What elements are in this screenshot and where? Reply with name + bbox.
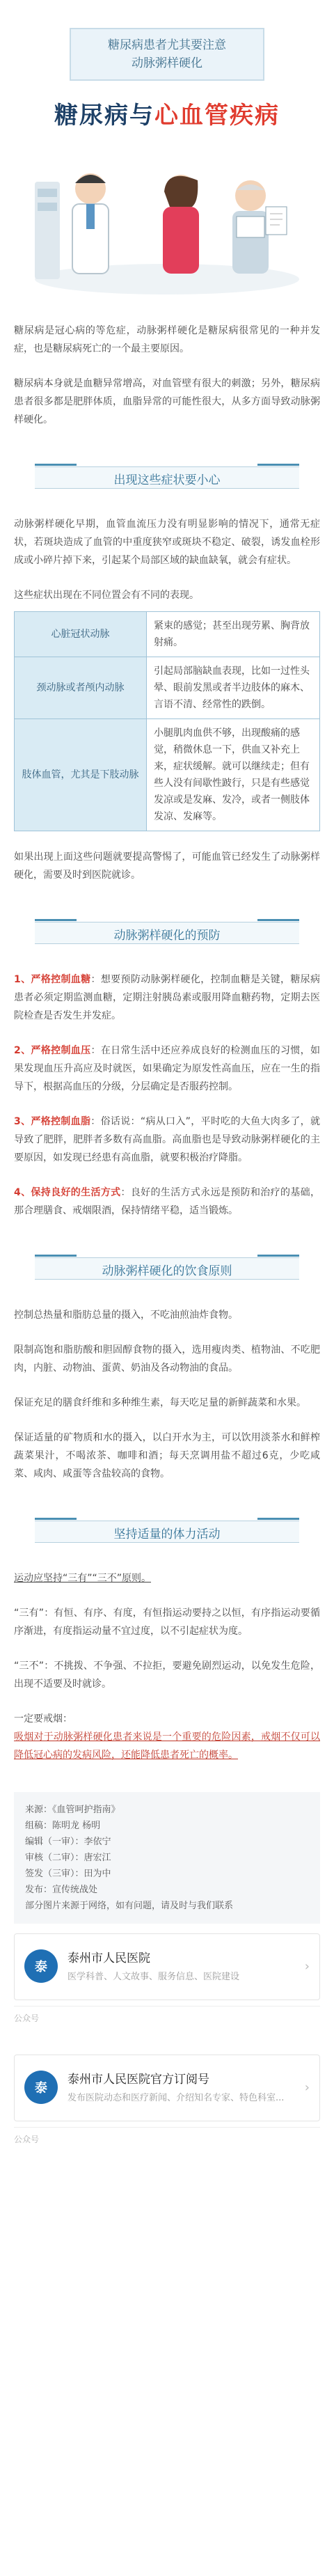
chevron-right-icon: ›	[304, 2080, 310, 2095]
prevention-item-text: ：良好的生活方式永远是预防和治疗的基础，那合理膳食、戒烟限酒，保持情绪平稳，适当锻炼。	[14, 1187, 320, 1216]
account-description: 医学科普、人文故事、服务信息、医院建设	[67, 1972, 240, 1982]
prevention-item-lead: 4、保持良好的生活方式	[14, 1187, 121, 1198]
article-page	[0, 28, 334, 2576]
header-line-1: 糖尿病患者尤其要注意	[108, 38, 226, 52]
section-banner-diet	[35, 1248, 299, 1289]
section-banner-symptoms	[35, 457, 299, 498]
table-row	[15, 612, 320, 657]
hospital-logo-icon: 泰	[24, 2071, 58, 2104]
account-name: 泰州市人民医院官方订阅号	[67, 2073, 209, 2087]
symptom-paragraph-2: 这些症状出现在不同位置会有不同的表现。	[14, 590, 199, 601]
section-banner-prevention	[35, 912, 299, 954]
table-cell-location: 肢体血管，尤其是下肢动脉	[15, 719, 147, 831]
quit-smoking-text: 吸烟对于动脉粥样硬化患者来说是一个重要的危险因素，戒烟不仅可以降低冠心病的发病风险，还能降低患者死亡的概率。	[14, 1731, 320, 1761]
table-cell-location: 心脏冠状动脉	[15, 612, 147, 657]
intro-paragraph-1: 糖尿病是冠心病的等危症，动脉粥样硬化是糖尿病很常见的一种并发症，也是糖尿病死亡的一个最主要原因。	[14, 325, 320, 354]
header-line-2: 动脉粥样硬化	[132, 56, 202, 70]
quit-smoking-paragraph	[14, 1728, 320, 1764]
prevention-item-text: ：俗话说：“病从口入”，平时吃的大鱼大肉多了，就导致了肥胖，肥胖者多数有高血脂。高血脂也是导致动脉粥样硬化的主要原因，如发现已经患有高血脂，就要积极治疗降脂。	[14, 1116, 320, 1163]
section-title: 出现这些症状要小心	[113, 473, 221, 487]
credit-line: 组稿：陈明龙 杨明	[25, 1821, 101, 1831]
diet-paragraph-4: 保证适量的矿物质和水的摄入，以白开水为主，可以饮用淡茶水和鲜榨蔬菜果汁，不喝浓茶、咖啡和酒；每天烹调用盐不超过6克，少吃咸菜、咸肉、咸蛋等含盐较高的食物。	[14, 1432, 320, 1479]
doctor-patient-illustration	[28, 140, 306, 300]
exercise-three-not: “三不”：不挑拨、不争强、不拉拒，要避免剧烈运动，以免发生危险，出现不适要及时就诊。	[14, 1660, 320, 1690]
prevention-item-4	[14, 1184, 320, 1220]
credit-line: 审核（二审）：唐宏江	[25, 1853, 111, 1863]
table-row	[15, 657, 320, 719]
prevention-item-1	[14, 971, 320, 1025]
prevention-item-lead: 2、严格控制血压	[14, 1045, 91, 1056]
account-description: 发布医院动态和医疗新闻、介绍知名专家、特色科室...	[67, 2093, 285, 2103]
hero-title-main: 糖尿病与	[54, 102, 154, 129]
exercise-three-have: “三有”：有恒、有序、有度，有恒指运动要持之以恒，有序指运动要循序渐进，有度指运动量不宜过度，以不引起症状为度。	[14, 1608, 320, 1637]
hero-title-accent: 心血管疾病	[154, 102, 280, 129]
header-title-box	[70, 28, 264, 81]
hospital-logo-icon: 泰	[24, 1949, 58, 1983]
credit-line: 来源：《血管呵护指南》	[25, 1805, 120, 1815]
credit-line: 编辑（一审）：李依宁	[25, 1837, 111, 1847]
section-banner-exercise	[35, 1511, 299, 1553]
hero-scene-image	[28, 140, 306, 300]
credit-line: 签发（三审）：田为中	[25, 1869, 111, 1879]
section-title: 坚持适量的体力活动	[113, 1527, 221, 1541]
quit-smoking-label: 一定要戒烟：	[14, 1713, 72, 1725]
table-cell-description: 紧束的感觉；甚至出现劳累、胸背放射痛。	[147, 612, 320, 657]
prevention-item-text: ：在日常生活中还应养成良好的检测血压的习惯，如果发现血压升高应及时就医，如果确定为原发性高血压，应在一生的指导下，根据高血压的分级，分层确定是否服药控制。	[14, 1045, 320, 1092]
intro-paragraph-2: 糖尿病本身就是血糖异常增高，对血管壁有很大的刺激；另外，糖尿病患者很多都是肥胖体质，血脂异常的可能性很大，从多方面导致动脉粥样硬化。	[14, 378, 320, 425]
subscription-account-card[interactable]	[14, 2055, 320, 2121]
diet-paragraph-1: 控制总热量和脂肪总量的摄入，不吃油煎油炸食物。	[14, 1310, 238, 1321]
prevention-item-3	[14, 1113, 320, 1167]
account-type-label: 公众号	[14, 2006, 320, 2024]
official-account-card[interactable]	[14, 1933, 320, 2000]
prevention-item-2	[14, 1042, 320, 1096]
symptom-table	[14, 611, 320, 831]
section-title: 动脉粥样硬化的饮食原则	[102, 1264, 232, 1278]
hero-title	[28, 96, 306, 130]
diet-paragraph-3: 保证充足的膳食纤维和多种维生素，每天吃足量的新鲜蔬菜和水果。	[14, 1397, 306, 1408]
table-row	[15, 719, 320, 831]
account-name: 泰州市人民医院	[67, 1951, 150, 1965]
table-cell-location: 颈动脉或者颅内动脉	[15, 657, 147, 719]
table-cell-description: 引起局部脑缺血表现，比如一过性头晕、眼前发黑或者半边肢体的麻木、言语不清、经常性的跌倒。	[147, 657, 320, 719]
symptom-closing-paragraph: 如果出现上面这些问题就要提高警惕了，可能血管已经发生了动脉粥样硬化，需要及时到医院就诊。	[14, 851, 320, 881]
article-credits	[14, 1792, 320, 1924]
symptom-paragraph-1: 动脉粥样硬化早期，血管血流压力没有明显影响的情况下，通常无症状，若斑块造成了血管的中重度狭窄或斑块不稳定、破裂，诱发血栓形成或小碎片掉下来，引起某个局部区域的缺血缺氧，就会有症状。	[14, 519, 320, 566]
credit-line: 发布：宣传统战处	[25, 1885, 98, 1895]
prevention-item-text: ：想要预防动脉粥样硬化，控制血糖是关键，糖尿病患者必须定期监测血糖，定期注射胰岛素或服用降血糖药物，定期去医院检查是否发生并发症。	[14, 974, 320, 1021]
table-cell-description: 小腿肌肉血供不够，出现酸痛的感觉，稍微休息一下，供血又补充上来，症状缓解。就可以继续走；但有些人没有间歇性跛行，只是有些感觉发凉或是发麻、发冷，或者一侧肢体发凉、发麻等。	[147, 719, 320, 831]
prevention-item-lead: 1、严格控制血糖	[14, 974, 91, 985]
credit-line: 部分图片来源于网络，如有问题，请及时与我们联系	[25, 1901, 234, 1911]
account-type-label: 公众号	[14, 2127, 320, 2145]
chevron-right-icon: ›	[304, 1959, 310, 1974]
exercise-rule	[14, 1569, 320, 1587]
hero-illustration	[28, 96, 306, 305]
section-title: 动脉粥样硬化的预防	[113, 929, 221, 943]
diet-paragraph-2: 限制高饱和脂肪酸和胆固醇食物的摄入，选用瘦肉类、植物油、不吃肥肉，内脏、动物油、蛋黄、奶油及各动物油的食品。	[14, 1344, 320, 1374]
exercise-rule-text: 运动应坚持“三有”“三不”原则。	[14, 1573, 152, 1584]
prevention-item-lead: 3、严格控制血脂	[14, 1116, 91, 1127]
